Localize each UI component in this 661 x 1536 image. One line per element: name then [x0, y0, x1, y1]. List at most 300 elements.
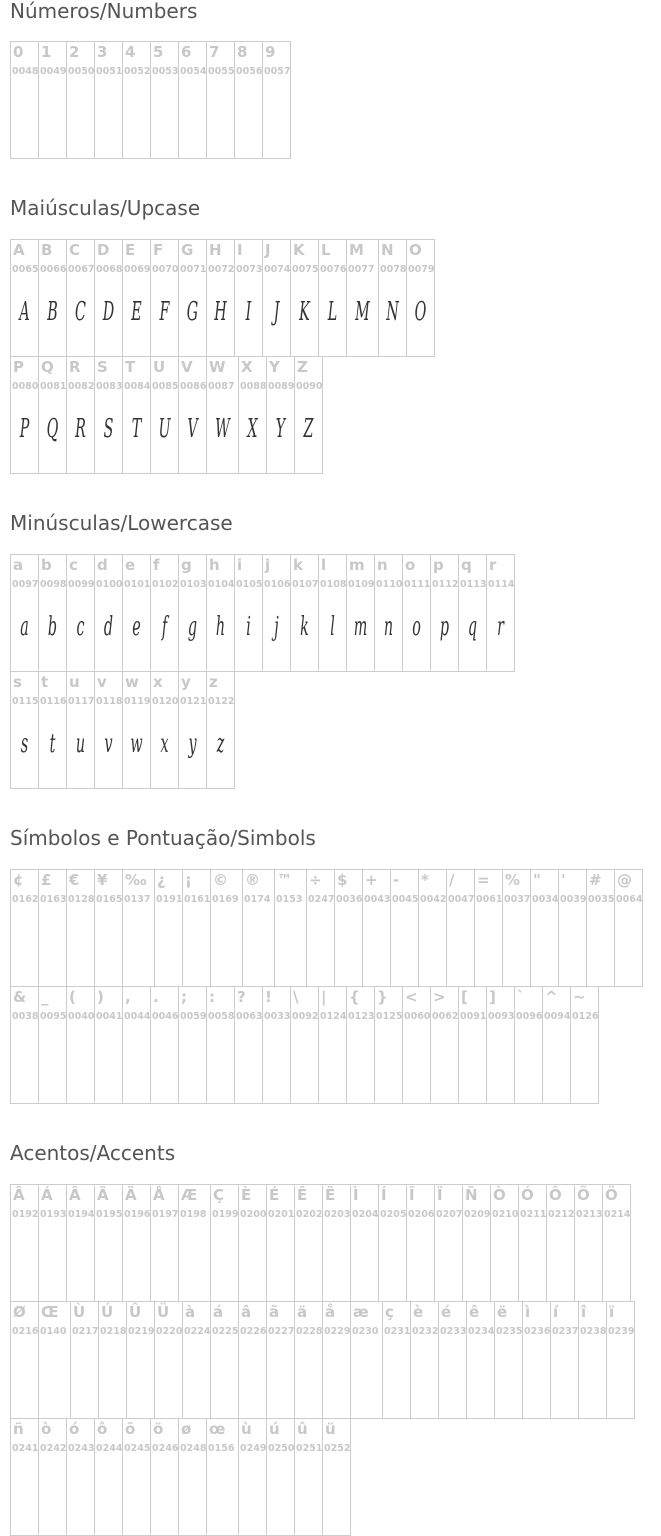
glyph-label: . — [153, 988, 159, 1006]
glyph-code: 0113 — [460, 579, 487, 590]
glyph-label: ê — [469, 1303, 480, 1321]
glyph-cell — [290, 986, 319, 1104]
glyph-cell — [274, 869, 307, 987]
glyph-row — [10, 869, 643, 987]
glyph-cell — [322, 1184, 351, 1302]
glyph-code: 0191 — [156, 894, 183, 905]
glyph-label: K — [293, 241, 305, 259]
glyph-sample: I — [245, 297, 252, 327]
glyph-code: 0059 — [180, 1011, 207, 1022]
glyph-code: 0201 — [268, 1209, 295, 1220]
glyph-label: < — [405, 988, 418, 1006]
glyph-code: 0050 — [68, 66, 95, 77]
glyph-label: Ù — [73, 1303, 86, 1321]
glyph-cell — [150, 986, 179, 1104]
glyph-cell — [38, 356, 67, 474]
glyph-cell — [346, 986, 375, 1104]
glyph-code: 0051 — [96, 66, 123, 77]
glyph-label: E — [125, 241, 136, 259]
glyph-sample: S — [103, 414, 114, 444]
glyph-row — [10, 239, 435, 357]
glyph-cell — [122, 554, 151, 672]
glyph-code: 0095 — [40, 1011, 67, 1022]
glyph-label: 2 — [69, 43, 80, 61]
glyph-cell — [122, 671, 151, 789]
glyph-cell — [10, 1301, 39, 1419]
glyph-label: ~ — [573, 988, 586, 1006]
glyph-code: 0052 — [124, 66, 151, 77]
glyph-sample: t — [49, 729, 56, 759]
glyph-code: 0053 — [152, 66, 179, 77]
glyph-label: X — [241, 358, 253, 376]
glyph-code: 0055 — [208, 66, 235, 77]
glyph-cell — [606, 1301, 635, 1419]
glyph-cell — [126, 1301, 155, 1419]
glyph-cell — [10, 671, 39, 789]
glyph-label: F — [153, 241, 164, 259]
glyph-label: w — [125, 673, 139, 691]
glyph-cell — [38, 869, 67, 987]
glyph-label: d — [97, 556, 108, 574]
glyph-cell — [150, 554, 179, 672]
glyph-row — [10, 1184, 631, 1302]
glyph-code: 0202 — [296, 1209, 323, 1220]
glyph-cell — [586, 869, 615, 987]
glyph-label: l — [321, 556, 327, 574]
glyph-label: 6 — [181, 43, 192, 61]
glyph-cell — [294, 1301, 323, 1419]
glyph-code: 0153 — [276, 894, 303, 905]
glyph-label: D — [97, 241, 110, 259]
glyph-code: 0062 — [432, 1011, 459, 1022]
glyph-code: 0123 — [348, 1011, 375, 1022]
glyph-label: ! — [265, 988, 272, 1006]
glyph-cell — [530, 869, 559, 987]
glyph-code: 0042 — [420, 894, 447, 905]
glyph-cell — [438, 1301, 467, 1419]
glyph-code: 0049 — [40, 66, 67, 77]
glyph-cell — [234, 41, 263, 159]
glyph-code: 0112 — [432, 579, 459, 590]
glyph-code: 0093 — [488, 1011, 515, 1022]
glyph-label: ç — [385, 1303, 394, 1321]
glyph-code: 0211 — [520, 1209, 547, 1220]
glyph-sample: y — [188, 729, 197, 759]
glyph-sample: q — [467, 612, 478, 642]
glyph-sample: O — [414, 297, 427, 327]
glyph-code: 0078 — [380, 264, 407, 275]
glyph-label: œ — [209, 1420, 226, 1438]
glyph-cell — [294, 1184, 323, 1302]
glyph-label: 3 — [97, 43, 108, 61]
glyph-code: 0090 — [296, 381, 323, 392]
glyph-sample: r — [497, 612, 504, 642]
glyph-cell — [206, 239, 235, 357]
glyph-cell — [458, 986, 487, 1104]
glyph-label: + — [365, 871, 378, 889]
glyph-cell — [154, 869, 183, 987]
glyph-code: 0125 — [376, 1011, 403, 1022]
glyph-cell — [178, 239, 207, 357]
glyph-label: _ — [41, 988, 49, 1006]
glyph-code: 0045 — [392, 894, 419, 905]
glyph-code: 0104 — [208, 579, 235, 590]
glyph-label: ® — [245, 871, 260, 889]
glyph-code: 0220 — [156, 1326, 183, 1337]
glyph-label: 4 — [125, 43, 136, 61]
glyph-cell — [522, 1301, 551, 1419]
glyph-code: 0089 — [268, 381, 295, 392]
glyph-sample: o — [412, 612, 421, 642]
glyph-cell — [94, 1184, 123, 1302]
glyph-code: 0200 — [240, 1209, 267, 1220]
glyph-code: 0241 — [12, 1443, 39, 1454]
glyph-cell — [38, 1301, 71, 1419]
glyph-label: 1 — [41, 43, 52, 61]
glyph-code: 0161 — [184, 894, 211, 905]
glyph-code: 0079 — [408, 264, 435, 275]
glyph-cell — [346, 239, 379, 357]
glyph-code: 0162 — [12, 894, 39, 905]
glyph-code: 0206 — [408, 1209, 435, 1220]
glyph-cell — [38, 1184, 67, 1302]
glyph-cell — [558, 869, 587, 987]
glyph-code: 0080 — [12, 381, 39, 392]
glyph-label: { — [349, 988, 360, 1006]
glyph-sample: J — [273, 297, 280, 327]
glyph-code: 0137 — [124, 894, 151, 905]
glyph-cell — [402, 554, 431, 672]
glyph-cell — [66, 41, 95, 159]
glyph-label: Æ — [181, 1186, 198, 1204]
glyph-label: ¡ — [185, 871, 192, 889]
glyph-label: H — [209, 241, 222, 259]
glyph-cell — [206, 671, 235, 789]
glyph-label: á — [213, 1303, 224, 1321]
glyph-label: ø — [181, 1420, 192, 1438]
glyph-sample: H — [214, 297, 227, 327]
glyph-cell — [406, 239, 435, 357]
glyph-cell — [178, 356, 207, 474]
glyph-label: Ò — [493, 1186, 506, 1204]
section-title: Minúsculas/Lowercase — [10, 511, 233, 535]
glyph-cell — [362, 869, 391, 987]
glyph-code: 0086 — [180, 381, 207, 392]
glyph-sample: R — [75, 414, 86, 444]
glyph-sample: u — [75, 729, 86, 759]
glyph-cell — [514, 986, 543, 1104]
glyph-cell — [122, 1418, 151, 1536]
glyph-cell — [378, 239, 407, 357]
glyph-cell — [518, 1184, 547, 1302]
glyph-cell — [150, 671, 179, 789]
glyph-cell — [94, 356, 123, 474]
glyph-cell — [66, 554, 95, 672]
glyph-label: I — [237, 241, 243, 259]
glyph-sample: W — [215, 414, 230, 444]
glyph-cell — [546, 1184, 575, 1302]
glyph-cell — [10, 356, 39, 474]
glyph-cell — [462, 1184, 491, 1302]
glyph-cell — [122, 239, 151, 357]
glyph-cell — [122, 1184, 151, 1302]
glyph-cell — [178, 41, 207, 159]
glyph-label: Ö — [605, 1186, 618, 1204]
glyph-label: ‰ — [125, 871, 147, 889]
glyph-label: è — [413, 1303, 424, 1321]
glyph-cell — [154, 1301, 183, 1419]
glyph-cell — [182, 1301, 211, 1419]
glyph-sample: b — [47, 612, 58, 642]
glyph-code: 0034 — [532, 894, 559, 905]
glyph-cell — [122, 41, 151, 159]
glyph-cell — [150, 356, 179, 474]
glyph-code: 0199 — [212, 1209, 239, 1220]
glyph-label: Á — [41, 1186, 53, 1204]
glyph-label: Ú — [101, 1303, 114, 1321]
glyph-cell — [242, 869, 275, 987]
glyph-label: Â — [69, 1186, 81, 1204]
glyph-code: 0224 — [184, 1326, 211, 1337]
glyph-cell — [66, 671, 95, 789]
glyph-sample: z — [216, 729, 225, 759]
glyph-label: Ø — [13, 1303, 26, 1321]
glyph-label: Å — [153, 1186, 165, 1204]
glyph-label: Ë — [325, 1186, 336, 1204]
glyph-cell — [434, 1184, 463, 1302]
glyph-label: q — [461, 556, 472, 574]
glyph-cell — [266, 1301, 295, 1419]
glyph-label: ? — [237, 988, 246, 1006]
glyph-label: ; — [181, 988, 187, 1006]
glyph-sample: E — [131, 297, 142, 327]
glyph-code: 0043 — [364, 894, 391, 905]
glyph-cell — [178, 1184, 211, 1302]
glyph-code: 0247 — [308, 894, 335, 905]
glyph-code: 0100 — [96, 579, 123, 590]
glyph-code: 0106 — [264, 579, 291, 590]
glyph-sample: n — [383, 612, 394, 642]
glyph-cell — [10, 41, 39, 159]
glyph-code: 0081 — [40, 381, 67, 392]
glyph-label: b — [41, 556, 52, 574]
glyph-label: } — [377, 988, 388, 1006]
glyph-cell — [390, 869, 419, 987]
glyph-code: 0082 — [68, 381, 95, 392]
glyph-code: 0065 — [12, 264, 39, 275]
glyph-label: z — [209, 673, 218, 691]
glyph-cell — [10, 869, 39, 987]
glyph-label: ^ — [545, 988, 558, 1006]
glyph-code: 0074 — [264, 264, 291, 275]
glyph-cell — [38, 986, 67, 1104]
glyph-cell — [346, 554, 375, 672]
glyph-cell — [206, 356, 239, 474]
glyph-cell — [266, 1418, 295, 1536]
glyph-label: N — [381, 241, 394, 259]
glyph-cell — [322, 1301, 351, 1419]
glyph-label: U — [153, 358, 166, 376]
glyph-label: a — [13, 556, 24, 574]
glyph-code: 0087 — [208, 381, 235, 392]
glyph-cell — [150, 1418, 179, 1536]
glyph-label: * — [421, 871, 429, 889]
glyph-label: Ô — [549, 1186, 562, 1204]
glyph-cell — [374, 554, 403, 672]
glyph-label: æ — [353, 1303, 369, 1321]
glyph-cell — [70, 1301, 99, 1419]
glyph-code: 0212 — [548, 1209, 575, 1220]
glyph-label: = — [477, 871, 490, 889]
glyph-code: 0048 — [12, 66, 39, 77]
glyph-cell — [206, 1418, 239, 1536]
glyph-code: 0192 — [12, 1209, 39, 1220]
glyph-label: ã — [269, 1303, 280, 1321]
glyph-code: 0193 — [40, 1209, 67, 1220]
glyph-code: 0169 — [212, 894, 239, 905]
glyph-code: 0094 — [544, 1011, 571, 1022]
glyph-code: 0066 — [40, 264, 67, 275]
glyph-code: 0207 — [436, 1209, 463, 1220]
glyph-cell — [38, 41, 67, 159]
glyph-label: r — [489, 556, 497, 574]
glyph-cell — [458, 554, 487, 672]
glyph-label: 9 — [265, 43, 276, 61]
glyph-label: È — [241, 1186, 252, 1204]
glyph-cell — [322, 1418, 351, 1536]
glyph-cell — [266, 356, 295, 474]
glyph-sample: Z — [303, 414, 314, 444]
glyph-cell — [178, 1418, 207, 1536]
glyph-label: " — [533, 871, 541, 889]
glyph-code: 0068 — [96, 264, 123, 275]
glyph-code: 0107 — [292, 579, 319, 590]
glyph-code: 0085 — [152, 381, 179, 392]
glyph-code: 0229 — [324, 1326, 351, 1337]
glyph-cell — [94, 1418, 123, 1536]
glyph-cell — [318, 986, 347, 1104]
glyph-cell — [150, 239, 179, 357]
glyph-label: g — [181, 556, 192, 574]
glyph-label: Õ — [577, 1186, 590, 1204]
glyph-cell — [10, 239, 39, 357]
glyph-sample: G — [186, 297, 199, 327]
glyph-code: 0227 — [268, 1326, 295, 1337]
glyph-sample: X — [247, 414, 258, 444]
glyph-row — [10, 356, 323, 474]
glyph-code: 0072 — [208, 264, 235, 275]
glyph-cell — [150, 1184, 179, 1302]
glyph-sample: c — [76, 612, 85, 642]
section-title: Maiúsculas/Upcase — [10, 196, 201, 220]
glyph-label: M — [349, 241, 364, 259]
glyph-cell — [238, 1184, 267, 1302]
glyph-label: ¥ — [97, 871, 108, 889]
glyph-label: Q — [41, 358, 54, 376]
glyph-sample: D — [102, 297, 115, 327]
glyph-cell — [294, 356, 323, 474]
glyph-cell — [150, 41, 179, 159]
glyph-label: ÷ — [309, 871, 322, 889]
glyph-cell — [94, 239, 123, 357]
glyph-code: 0101 — [124, 579, 151, 590]
glyph-label: B — [41, 241, 53, 259]
glyph-sample: L — [327, 297, 338, 327]
glyph-cell — [66, 1418, 95, 1536]
glyph-code: 0108 — [320, 579, 347, 590]
glyph-cell — [262, 554, 291, 672]
glyph-code: 0236 — [524, 1326, 551, 1337]
glyph-label: C — [69, 241, 81, 259]
glyph-code: 0163 — [40, 894, 67, 905]
glyph-cell — [494, 1301, 523, 1419]
glyph-code: 0103 — [180, 579, 207, 590]
glyph-code: 0115 — [12, 696, 39, 707]
glyph-cell — [574, 1184, 603, 1302]
glyph-code: 0044 — [124, 1011, 151, 1022]
glyph-code: 0204 — [352, 1209, 379, 1220]
glyph-cell — [266, 1184, 295, 1302]
glyph-code: 0194 — [68, 1209, 95, 1220]
glyph-label: 7 — [209, 43, 220, 61]
glyph-cell — [350, 1184, 379, 1302]
glyph-label: n — [377, 556, 388, 574]
glyph-cell — [210, 869, 243, 987]
glyph-code: 0128 — [68, 894, 95, 905]
glyph-code: 0243 — [68, 1443, 95, 1454]
glyph-cell — [542, 986, 571, 1104]
glyph-cell — [570, 986, 599, 1104]
glyph-label: ` — [517, 988, 525, 1006]
glyph-label: R — [69, 358, 81, 376]
glyph-label: 0 — [13, 43, 24, 61]
glyph-code: 0071 — [180, 264, 207, 275]
glyph-code: 0218 — [100, 1326, 127, 1337]
glyph-cell — [318, 554, 347, 672]
glyph-label: [ — [461, 988, 468, 1006]
glyph-sample: h — [215, 612, 226, 642]
glyph-row — [10, 986, 599, 1104]
glyph-label: û — [297, 1420, 308, 1438]
glyph-label: # — [589, 871, 602, 889]
glyph-code: 0060 — [404, 1011, 431, 1022]
glyph-label: ô — [97, 1420, 108, 1438]
glyph-label: > — [433, 988, 446, 1006]
glyph-cell — [38, 671, 67, 789]
glyph-code: 0058 — [208, 1011, 235, 1022]
glyph-code: 0248 — [180, 1443, 207, 1454]
glyph-sample: k — [300, 612, 309, 642]
glyph-sample: M — [355, 297, 370, 327]
glyph-code: 0040 — [68, 1011, 95, 1022]
glyph-cell — [10, 986, 39, 1104]
glyph-code: 0226 — [240, 1326, 267, 1337]
glyph-code: 0197 — [152, 1209, 179, 1220]
glyph-label: ] — [489, 988, 496, 1006]
glyph-cell — [430, 554, 459, 672]
glyph-label: S — [97, 358, 108, 376]
glyph-label: å — [325, 1303, 336, 1321]
glyph-label: Œ — [41, 1303, 59, 1321]
glyph-cell — [66, 356, 95, 474]
glyph-cell — [614, 869, 643, 987]
glyph-code: 0120 — [152, 696, 179, 707]
glyph-label: ä — [297, 1303, 308, 1321]
glyph-cell — [550, 1301, 579, 1419]
glyph-sample: v — [104, 729, 113, 759]
glyph-label: ë — [497, 1303, 508, 1321]
glyph-label: € — [69, 871, 80, 889]
